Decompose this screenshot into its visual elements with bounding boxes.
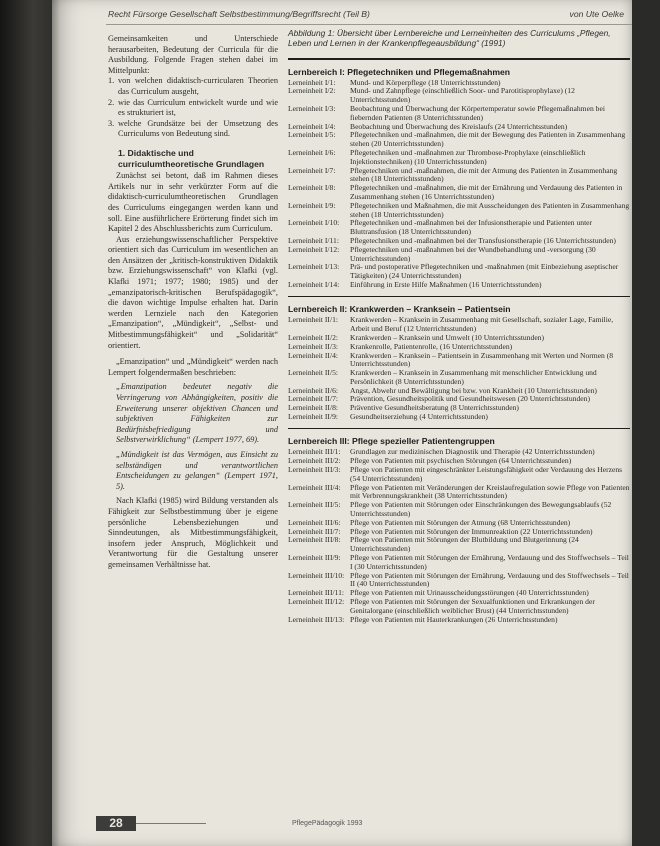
learning-unit-code: Lerneinheit III/2: — [288, 456, 341, 466]
learning-unit-row — [288, 316, 630, 334]
question-number: 2. — [108, 97, 115, 107]
learning-unit-row — [288, 572, 630, 590]
footer-rule — [136, 823, 206, 824]
learning-unit-description: Pflegetechniken und -maßnahmen bei der Transfusionstherapie (16 Unterrichtsstunden) — [350, 235, 616, 245]
learning-unit-description: Gesundheitserziehung (4 Unterrichtsstunden) — [350, 412, 488, 422]
learning-unit-row — [288, 466, 630, 484]
learning-unit-code: Lerneinheit II/5: — [288, 368, 338, 378]
left-column — [108, 34, 278, 571]
question-item — [108, 119, 278, 140]
learning-unit-row — [288, 202, 630, 220]
learning-unit-code: Lerneinheit III/9: — [288, 553, 341, 563]
learning-unit-code: Lerneinheit II/9: — [288, 412, 338, 422]
figure-overview-table — [288, 28, 630, 630]
learning-unit-code: Lerneinheit III/4: — [288, 482, 341, 492]
page-number: 28 — [96, 816, 136, 831]
question-number: 1. — [108, 76, 115, 86]
closing-paragraph: Nach Klafki (1985) wird Bildung verstanden als Fähigkeit zur Selbstbestimmung über je eigene persönliche Lebensbeziehungen und Sinndeutungen, als Mitbestimmungsfähigkeit, insofern jeder Anspruch, Möglichkeit und Verantwortung für die Gestaltung unserer gemeinsamen Verhältnisse hat. — [108, 496, 278, 569]
learning-unit-row — [288, 413, 630, 422]
learning-unit-description: Pflege von Patienten mit psychischen Störungen (64 Unterrichtsstunden) — [350, 456, 572, 466]
question-text: wie das Curriculum entwickelt wurde und wie es strukturiert ist, — [118, 97, 278, 118]
learning-unit-row — [288, 484, 630, 502]
learning-unit-description: Pflege von Patienten mit Störungen der Ernährung, Verdauung und des Stoffwechsels – Teil I (30 Unterrichtsstunden) — [350, 553, 629, 571]
learning-unit-code: Lerneinheit III/5: — [288, 500, 341, 510]
header-left: Recht Fürsorge Gesellschaft Selbstbestimmung/Begriffsrecht (Teil B) — [108, 9, 370, 19]
learning-unit-row — [288, 167, 630, 185]
figure-caption: Abbildung 1: Übersicht über Lernbereiche und Lerneinheiten des Curriculums „Pflegen, Leben und Lernen in der Krankenpflegeausbildung“ (1991) — [288, 28, 611, 48]
learning-unit-row — [288, 352, 630, 370]
learning-unit-description: Beobachtung und Überwachung der Körpertemperatur sowie Pflegemaßnahmen bei fiebernden Patienten (8 Unterrichtsstunden) — [350, 103, 605, 122]
binding-shadow — [0, 0, 60, 846]
learning-unit-row — [288, 246, 630, 264]
learning-unit-row — [288, 219, 630, 237]
learning-unit-description: Pflege von Patienten mit Hauterkrankungen (26 Unterrichtsstunden) — [350, 614, 558, 624]
learning-unit-description: Prävention, Gesundheitspolitik und Gesundheitswesen (20 Unterrichtsstunden) — [350, 394, 591, 404]
learning-unit-code: Lerneinheit III/13: — [288, 614, 345, 624]
quote-maturity: „Mündigkeit ist das Vermögen, aus Einsicht zu selbständigen und verantwortlichen Entscheidungen zu gelangen“ (Lempert 1971, 5). — [116, 449, 278, 491]
learning-unit-description: Beobachtung und Überwachung des Kreislaufs (24 Unterrichtsstunden) — [350, 121, 568, 131]
section-heading: 1. Didaktische und curriculumtheoretische Grundlagen — [118, 147, 265, 169]
learning-areas — [288, 58, 630, 630]
learning-unit-code: Lerneinheit II/1: — [288, 315, 338, 325]
learning-area-title: Lernbereich III: Pflege spezieller Patientengruppen — [288, 436, 495, 447]
learning-unit-code: Lerneinheit I/6: — [288, 147, 336, 157]
learning-unit-description: Pflege von Patienten mit Störungen der Sexualfunktionen und Erkrankungen der Genitalorgane (einschließlich weiblicher Brust) (44 Unterrichtsstunden) — [350, 597, 595, 615]
learning-unit-code: Lerneinheit I/1: — [288, 77, 336, 87]
learning-unit-description: Pflegetechniken und -maßnahmen, die mit der Ernährung und Verdauung des Patienten in Zusammenhang stehen (16 Unterrichtsstunden) — [350, 183, 623, 201]
learning-unit-row — [288, 105, 630, 123]
learning-unit-row — [288, 131, 630, 149]
area-rule — [288, 428, 630, 430]
learning-unit-row — [288, 149, 630, 167]
question-list — [108, 76, 278, 140]
learning-unit-row — [288, 536, 630, 554]
body-paragraph: Zunächst sei betont, daß im Rahmen dieses Artikels nur in sehr verkürzter Form auf die didaktisch-curriculumtheoretischen Grundlagen des Curriculums eingegangen werden kann und soll. Eine ausführlichere Erörterung findet sich im Kapitel 2 des Abschlussberichts zum Curriculum. — [108, 171, 278, 234]
learning-unit-row — [288, 184, 630, 202]
learning-unit-description: Pflegetechniken und -maßnahmen, die mit der Bewegung des Patienten in Zusammenhang stehen (20 Unterrichtsstunden) — [350, 130, 626, 149]
learning-area-title: Lernbereich I: Pflegetechniken und Pflegemaßnahmen — [288, 66, 511, 77]
learning-unit-code: Lerneinheit I/10: — [288, 218, 340, 228]
learning-unit-description: Pflege von Patienten mit Urinausscheidungsstörungen (40 Unterrichtsstunden) — [350, 588, 589, 598]
area-rule — [288, 296, 630, 298]
learning-unit-row — [288, 281, 630, 290]
question-item — [108, 76, 278, 97]
learning-unit-code: Lerneinheit II/2: — [288, 332, 338, 342]
question-text: welche Grundsätze bei der Umsetzung des Curriculums von Bedeutung sind. — [118, 118, 278, 139]
learning-unit-row — [288, 501, 630, 519]
body-paragraph: Aus erziehungswissenschaftlicher Perspektive orientiert sich das Curriculum im wesentlichen an den Ansätzen der „kritisch-konstruktiven Didaktik bzw. Erziehungswissenschaft“ von Klafki (vgl. Klafki 1971; 1977; 1980; 1985) und der „emanzipatorisch-kritischen Berufspädagogik“, die davon wichtige Impulse erhalten hat. Darin werden Lernziele nach den Kategorien „Emanzipation“, „Mündigkeit“, „Selbst- und Mitbestimmungsfähigkeit“ und „Solidarität“ orientiert. — [108, 234, 278, 350]
learning-unit-description: Präventive Gesundheitsberatung (8 Unterrichtsstunden) — [350, 403, 519, 413]
learning-unit-description: Pflege von Patienten mit Veränderungen der Kreislaufregulation sowie Pflege von Patienten mit Verbrennungskrankheit (38 Unterrichtsstunden) — [350, 482, 630, 501]
learning-unit-code: Lerneinheit I/7: — [288, 165, 336, 175]
learning-unit-code: Lerneinheit III/3: — [288, 465, 341, 475]
learning-unit-description: Mund- und Körperpflege (18 Unterrichtsstunden) — [350, 77, 501, 87]
learning-unit-code: Lerneinheit I/14: — [288, 279, 340, 289]
learning-unit-description: Pflegetechniken und -maßnahmen zur Thrombose-Prophylaxe (einschließlich Injektionstechniken) (10 Unterrichtsstunden) — [350, 147, 586, 166]
header-rule — [106, 24, 632, 25]
learning-area-title: Lernbereich II: Krankwerden – Kranksein – Patientsein — [288, 304, 511, 315]
question-item — [108, 98, 278, 119]
learning-unit-description: Pflegetechniken und -maßnahmen bei der Wundbehandlung und -versorgung (30 Unterrichtsstunden) — [350, 244, 596, 263]
learning-unit-code: Lerneinheit I/5: — [288, 130, 336, 140]
learning-unit-description: Pflege von Patienten mit Störungen der Immunreaktion (22 Unterrichtsstunden) — [350, 526, 593, 536]
learning-unit-row — [288, 87, 630, 105]
learning-unit-description: Pflege von Patienten mit Störungen der Ernährung, Verdauung und des Stoffwechsels – Teil II (40 Unterrichtsstunden) — [350, 570, 629, 589]
learning-unit-description: Pflegetechniken und -maßnahmen, die mit der Atmung des Patienten in Zusammenhang stehen (18 Unterrichtsstunden) — [350, 165, 618, 184]
journal-name: PflegePädagogik 1993 — [292, 820, 363, 827]
learning-unit-code: Lerneinheit II/8: — [288, 403, 338, 413]
learning-unit-code: Lerneinheit I/3: — [288, 103, 336, 113]
learning-unit-row — [288, 263, 630, 281]
learning-unit-code: Lerneinheit III/11: — [288, 588, 345, 598]
learning-unit-code: Lerneinheit I/4: — [288, 121, 336, 131]
learning-unit-description: Krankwerden – Kranksein und Umwelt (10 Unterrichtsstunden) — [350, 332, 545, 342]
learning-unit-row — [288, 598, 630, 616]
learning-unit-code: Lerneinheit I/2: — [288, 86, 336, 96]
learning-unit-description: Krankwerden – Kranksein – Patientsein in Zusammenhang mit Werten und Normen (8 Unterrichtsstunden) — [350, 350, 614, 369]
page-footer — [96, 816, 632, 832]
learning-unit-code: Lerneinheit II/6: — [288, 385, 338, 395]
learning-unit-code: Lerneinheit III/12: — [288, 597, 345, 607]
running-header — [108, 9, 628, 23]
learning-unit-code: Lerneinheit II/3: — [288, 341, 338, 351]
learning-unit-code: Lerneinheit III/1: — [288, 447, 341, 457]
learning-unit-description: Prä- und postoperative Pflegetechniken und -maßnahmen (mit Einbeziehung aseptischer Tätigkeiten) (24 Unterrichtsstunden) — [350, 262, 619, 281]
header-author: von Ute Oelke — [569, 9, 624, 19]
learning-unit-code: Lerneinheit I/11: — [288, 235, 339, 245]
learning-unit-description: Pflegetechniken und -maßnahmen bei der Infusionstherapie und Patienten unter Bluttransfusion (18 Unterrichtsstunden) — [350, 218, 593, 237]
body-paragraph: „Emanzipation“ und „Mündigkeit“ werden nach Lempert folgendermaßen beschrieben: — [108, 357, 278, 377]
learning-unit-code: Lerneinheit I/12: — [288, 244, 340, 254]
learning-unit-code: Lerneinheit I/8: — [288, 183, 336, 193]
learning-unit-code: Lerneinheit III/8: — [288, 535, 341, 545]
learning-unit-description: Pflege von Patienten mit Störungen der Blutbildung und Blutgerinnung (24 Unterrichtsstunden) — [350, 535, 579, 554]
learning-unit-row — [288, 554, 630, 572]
learning-unit-description: Einführung in Erste Hilfe Maßnahmen (16 Unterrichtsstunden) — [350, 279, 542, 289]
learning-unit-code: Lerneinheit III/10: — [288, 570, 345, 580]
learning-unit-code: Lerneinheit II/7: — [288, 394, 338, 404]
learning-unit-code: Lerneinheit I/9: — [288, 200, 336, 210]
learning-unit-description: Krankenrolle, Patientenrolle, (16 Unterrichtsstunden) — [350, 341, 513, 351]
learning-unit-description: Pflege von Patienten mit Störungen der Atmung (68 Unterrichtsstunden) — [350, 517, 571, 527]
learning-unit-description: Pflegetechniken und Maßnahmen, die mit Ausscheidungen des Patienten in Zusammenhang stehen (18 Unterrichtsstunden) — [350, 200, 630, 219]
learning-unit-row — [288, 616, 630, 625]
learning-unit-description: Pflege von Patienten mit eingeschränkter Leistungsfähigkeit oder Verdauung des Herzens (54 Unterrichtsstunden) — [350, 465, 623, 483]
learning-unit-row — [288, 369, 630, 387]
area-rule — [288, 58, 630, 60]
learning-unit-description: Angst, Abwehr und Bewältigung bei bzw. von Krankheit (10 Unterrichtsstunden) — [350, 385, 597, 395]
learning-unit-code: Lerneinheit I/13: — [288, 262, 340, 272]
learning-unit-description: Krankwerden – Kranksein in Zusammenhang mit menschlicher Entwicklung und Persönlichkeit (8 Unterrichtsstunden) — [350, 368, 597, 386]
intro-paragraph: Gemeinsamkeiten und Unterschiede herausarbeiten, Bedeutung der Curricula für die Ausbildung. Folgende Fragen stehen dabei im Mittelpunkt: — [108, 34, 278, 75]
quote-emancipation: „Emanzipation bedeutet negativ die Verringerung von Abhängigkeiten, positiv die Erweiterung unserer objektiven Chancen und subjektiven Fähigkeiten zur Bedürfnisbefriedigung und Selbstverwirklichung“ (Lempert 1977, 69). — [116, 382, 278, 445]
learning-unit-code: Lerneinheit III/7: — [288, 526, 341, 536]
learning-unit-code: Lerneinheit II/4: — [288, 350, 338, 360]
learning-unit-description: Grundlagen zur medizinischen Diagnostik und Therapie (42 Unterrichtsstunden) — [350, 447, 595, 457]
learning-unit-description: Pflege von Patienten mit Störungen oder Einschränkungen des Bewegungsablaufs (52 Unterrichtsstunden) — [350, 500, 612, 519]
learning-unit-description: Krankwerden – Kranksein in Zusammenhang mit Gesellschaft, sozialer Lage, Familie, Arbeit und Beruf (12 Unterrichtsstunden) — [350, 315, 614, 334]
question-number: 3. — [108, 118, 115, 128]
learning-unit-code: Lerneinheit III/6: — [288, 517, 341, 527]
question-text: von welchen didaktisch-curricularen Theorien das Curriculum ausgeht, — [118, 76, 278, 96]
learning-unit-description: Mund- und Zahnpflege (einschließlich Soor- und Parotitisprophylaxe) (12 Unterrichtsstunden) — [350, 86, 575, 105]
